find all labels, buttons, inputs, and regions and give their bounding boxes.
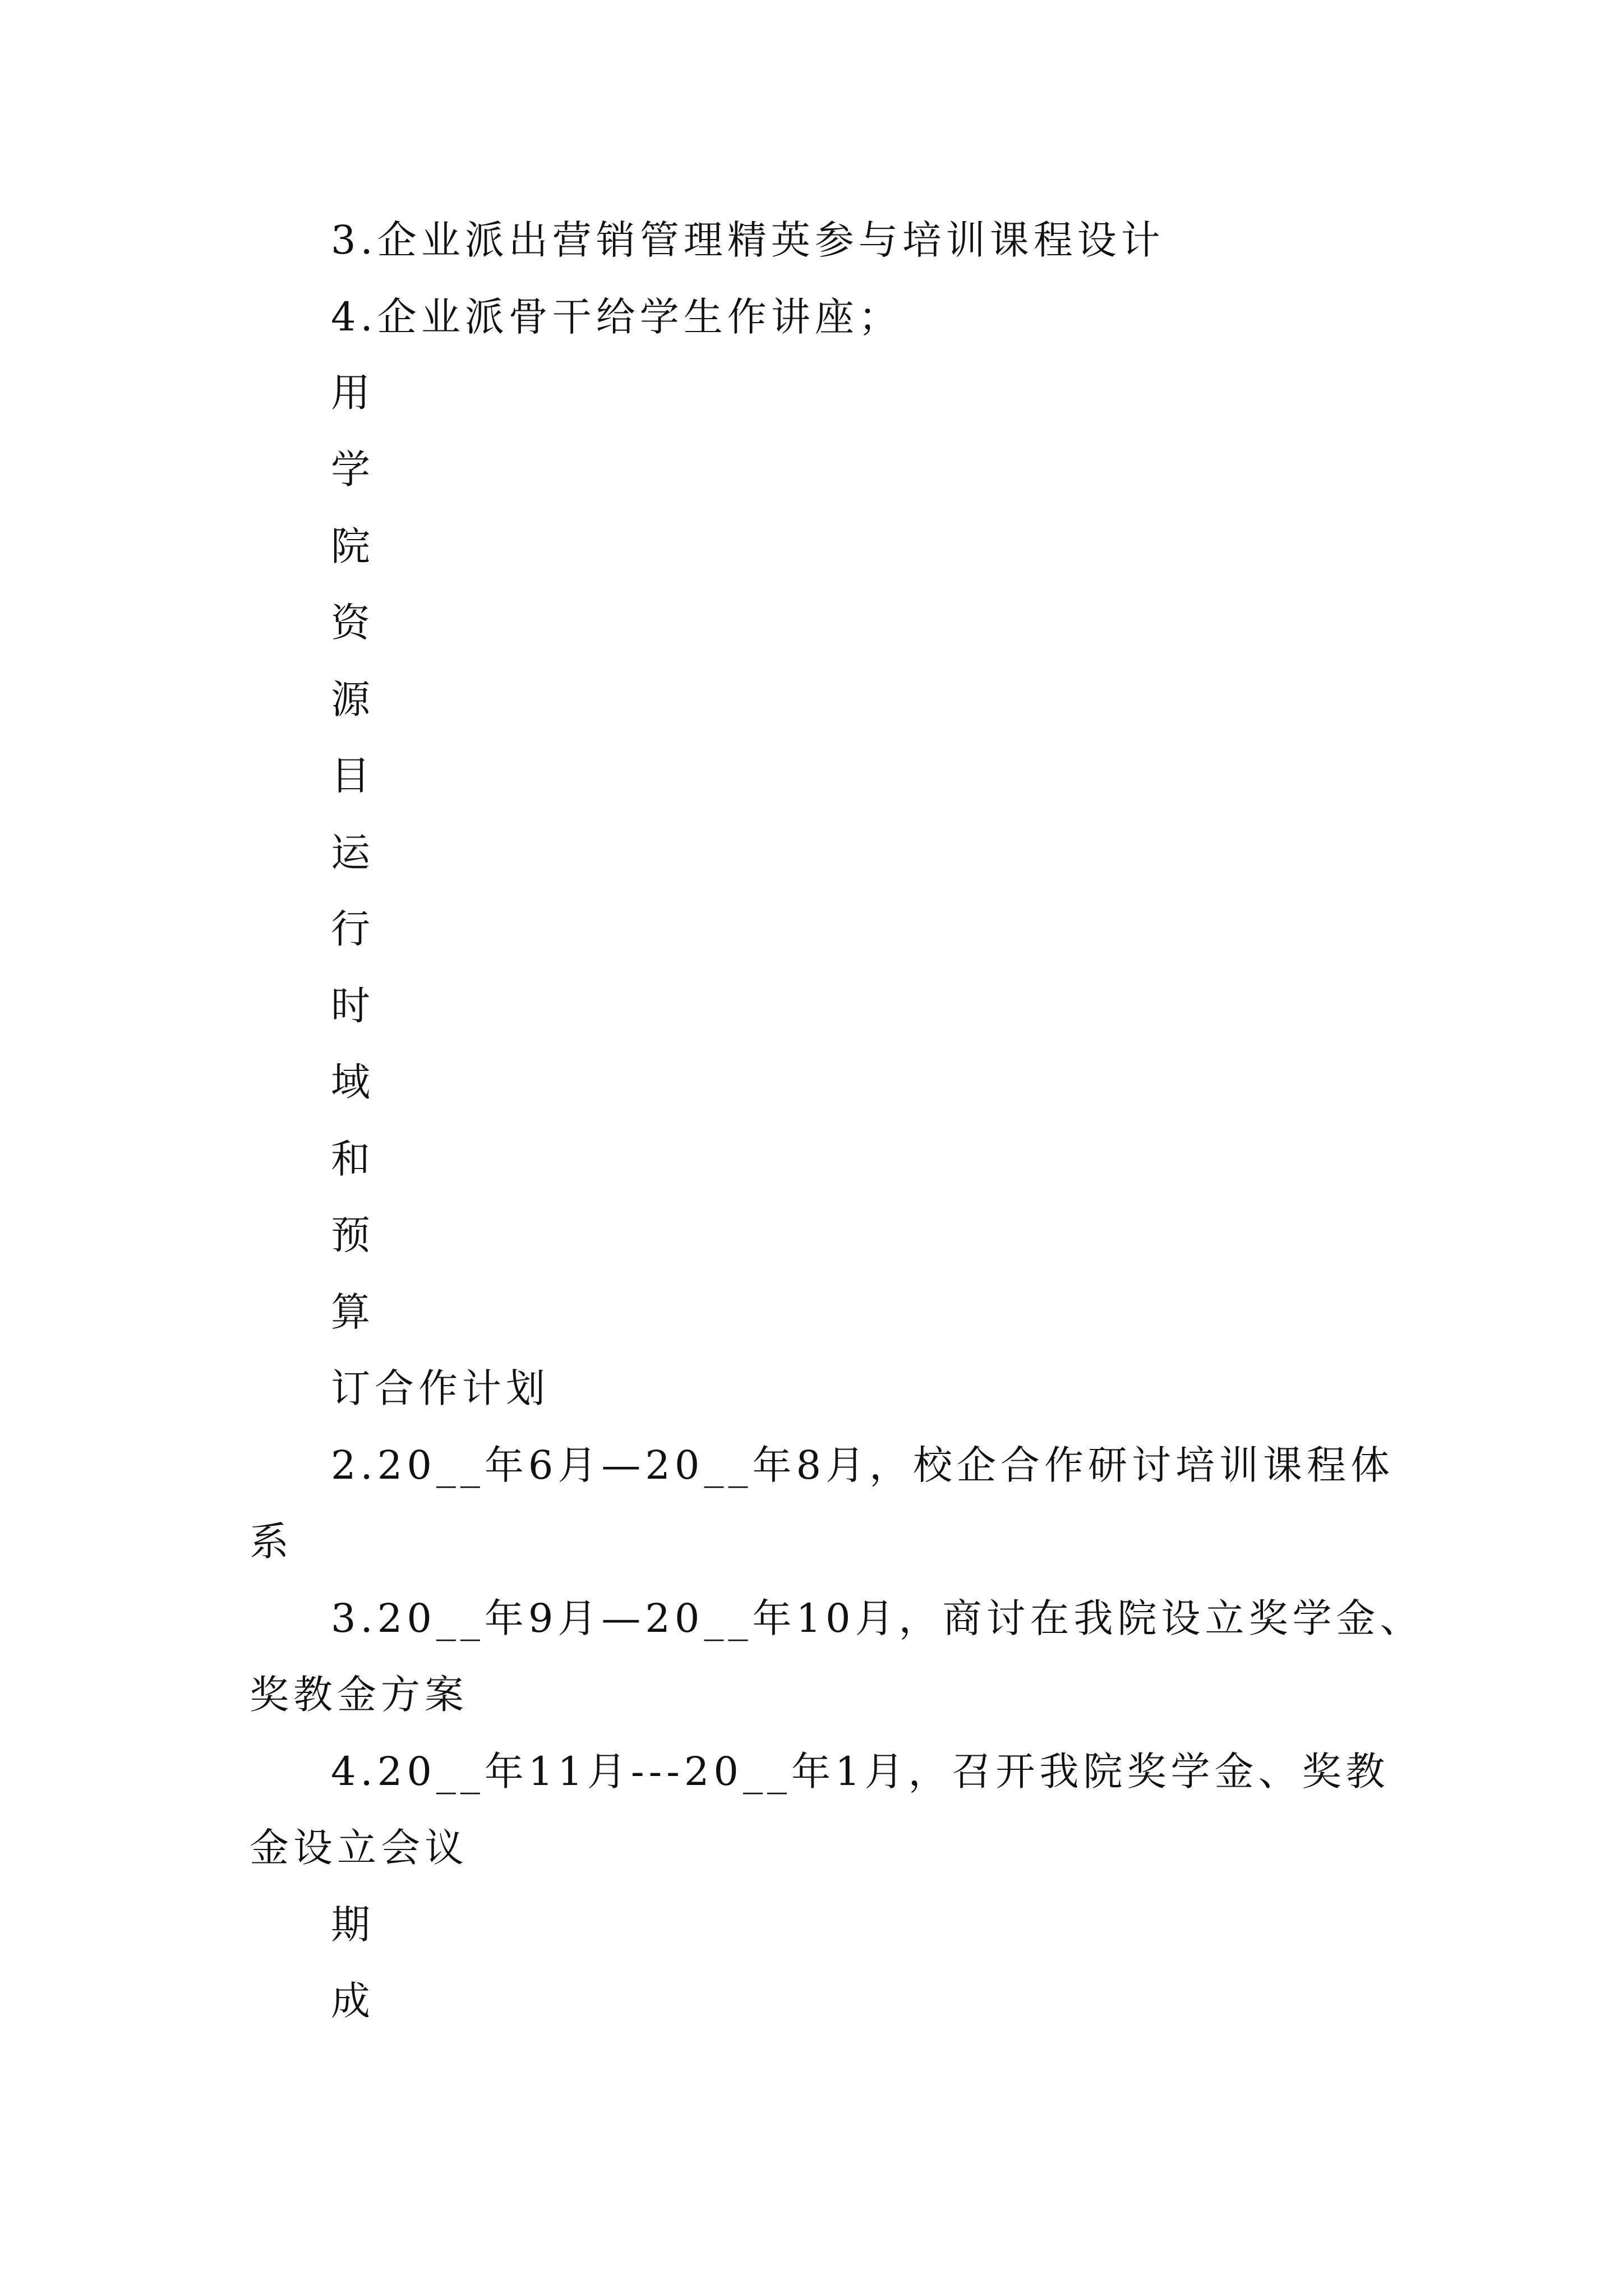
text-line-2: 4.企业派骨干给学生作讲座；	[331, 294, 902, 340]
text-line-15: 算	[331, 1289, 375, 1335]
text-line-7: 源	[331, 677, 375, 723]
text-line-8: 目	[331, 753, 375, 799]
text-line-5: 院	[331, 523, 375, 569]
text-line-16: 订合作计划	[331, 1365, 550, 1411]
text-line-18: 系	[250, 1519, 293, 1565]
text-line-22: 金设立会议	[250, 1825, 468, 1871]
text-line-12: 域	[331, 1059, 375, 1105]
text-line-9: 运	[331, 830, 375, 876]
text-line-11: 时	[331, 983, 375, 1029]
text-line-21: 4.20__年11月---20__年1月，召开我院奖学金、奖教	[331, 1749, 1390, 1795]
text-line-20: 奖教金方案	[250, 1672, 468, 1718]
text-line-14: 预	[331, 1212, 375, 1258]
text-line-23: 期	[331, 1902, 375, 1948]
text-line-13: 和	[331, 1136, 375, 1182]
text-line-17: 2.20__年6月—20__年8月，校企合作研讨培训课程体	[331, 1442, 1395, 1488]
text-line-6: 资	[331, 600, 375, 646]
text-line-24: 成	[331, 1978, 375, 2024]
text-line-3: 用	[331, 370, 375, 416]
text-line-1: 3.企业派出营销管理精英参与培训课程设计	[331, 217, 1165, 263]
text-line-19: 3.20__年9月—20__年10月，商讨在我院设立奖学金、	[331, 1595, 1424, 1641]
text-line-4: 学	[331, 447, 375, 493]
text-line-10: 行	[331, 906, 375, 952]
